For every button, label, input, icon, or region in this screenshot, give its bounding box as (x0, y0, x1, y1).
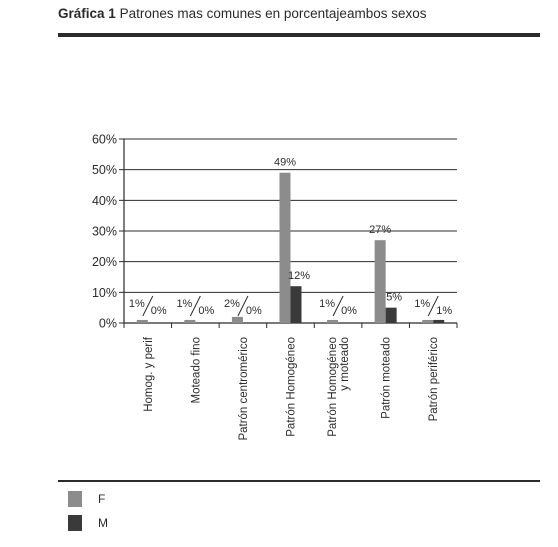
legend-item-M (68, 512, 108, 534)
bar-F (375, 240, 386, 323)
category-label: Homog. y perif (142, 337, 155, 412)
data-label-F: 1% (128, 298, 145, 310)
y-tick-label: 30% (91, 224, 117, 239)
caption-text: Patrones mas comunes en porcentajeambos sexos (119, 6, 427, 21)
data-label-F: 1% (414, 298, 431, 310)
data-label-M: 1% (436, 305, 453, 317)
bottom-rule (58, 480, 540, 482)
data-label-M: 5% (386, 291, 403, 304)
caption-prefix: Gráfica 1 (58, 6, 116, 21)
legend-label: M (98, 516, 108, 530)
y-tick-label: 20% (91, 255, 117, 270)
data-label-M: 0% (150, 305, 167, 317)
category-label: y moteado (339, 337, 352, 391)
data-label-M: 0% (245, 305, 262, 317)
bar-F (184, 320, 195, 323)
category-label: Patrón moteado (380, 337, 393, 419)
legend-swatch (68, 515, 82, 531)
category-label: Moteado fino (190, 337, 203, 404)
data-label-F: 1% (319, 298, 336, 310)
legend-swatch (68, 491, 82, 507)
y-tick-label: 40% (91, 193, 117, 208)
bar-M (433, 320, 444, 323)
category-label: Patrón centromérico (237, 337, 250, 441)
y-tick-label: 0% (98, 316, 117, 331)
legend-item-F (68, 488, 108, 510)
bar-F (137, 320, 148, 323)
data-label-M: 0% (198, 305, 215, 317)
bar-M (386, 308, 397, 323)
data-label-F: 2% (224, 298, 240, 310)
data-label-M: 12% (287, 270, 311, 283)
y-tick-label: 60% (91, 132, 117, 147)
y-tick-label: 50% (91, 163, 117, 178)
data-label-M: 0% (341, 305, 357, 317)
category-label: Patrón Homogéneo (285, 337, 298, 437)
bar-F (280, 173, 291, 323)
data-label-F: 1% (176, 298, 193, 310)
chart-legend (68, 488, 108, 536)
data-label-F: 49% (273, 156, 297, 169)
category-label: Patrón periférico (428, 337, 441, 422)
bar-F (422, 320, 433, 323)
bar-F (232, 317, 243, 323)
bar-F (327, 320, 338, 323)
bar-M (291, 286, 302, 323)
y-tick-label: 10% (91, 285, 117, 300)
category-label: Patrón Homogéneo (327, 337, 340, 437)
legend-label: F (98, 492, 106, 506)
data-label-F: 27% (369, 224, 392, 237)
